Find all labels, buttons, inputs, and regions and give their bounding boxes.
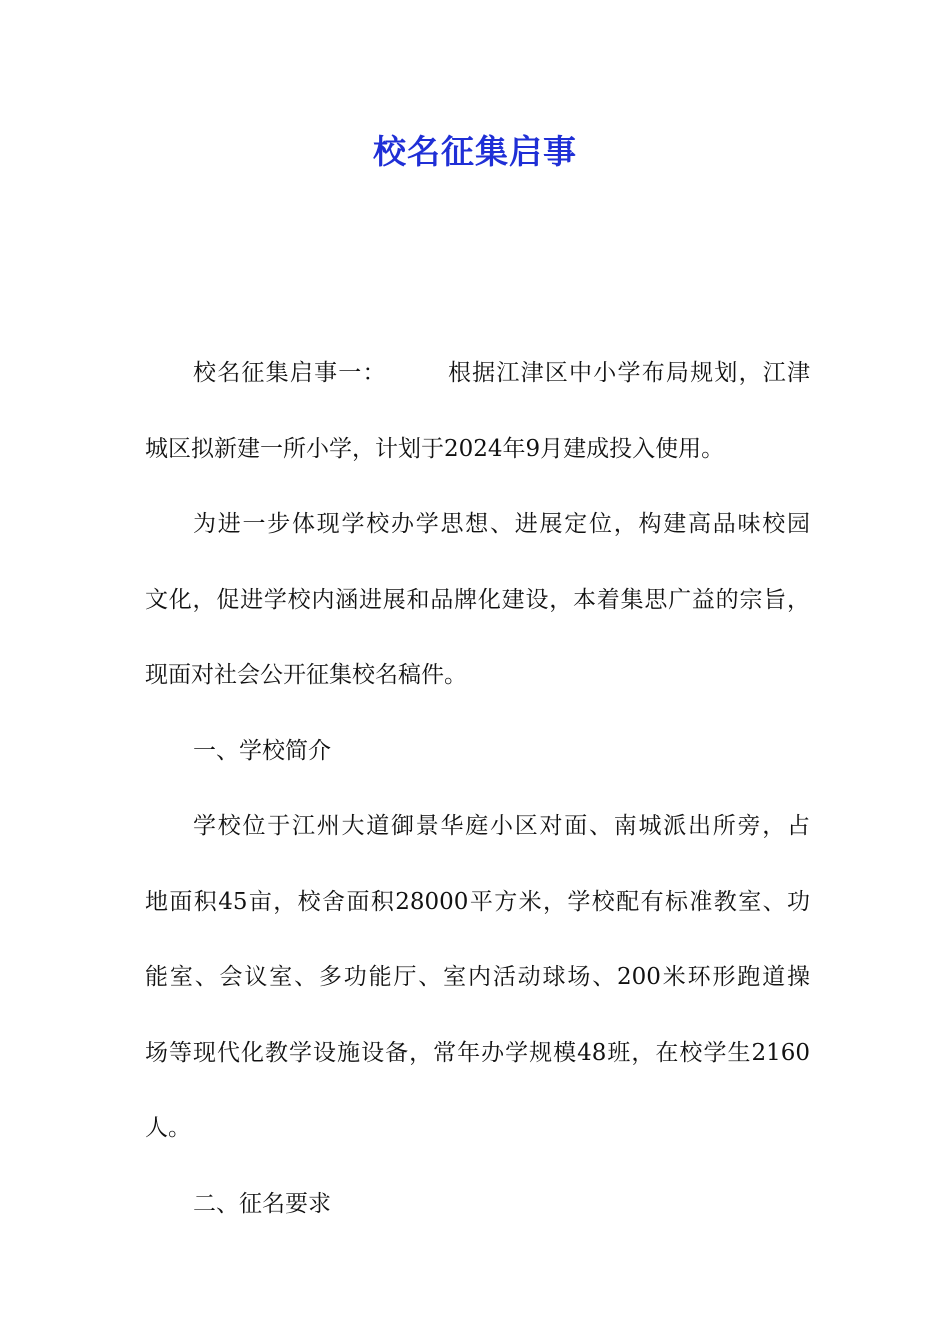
page-title: 校名征集启事: [373, 132, 577, 171]
section-heading-school-intro: 一、学校简介: [193, 737, 331, 764]
paragraph-line-9: 能室、会议室、多功能厅、室内活动球场、200米环形跑道操: [145, 964, 810, 990]
document-body: [145, 336, 810, 1242]
notice-heading-inline: 校名征集启事一：: [193, 360, 387, 386]
paragraph-line-11: 人。: [145, 1115, 191, 1141]
paragraph-line-2: 城区拟新建一所小学，计划于2024年9月建成投入使用。: [145, 435, 725, 462]
paragraph-line-3: 为进一步体现学校办学思想、进展定位，构建高品味校园: [193, 511, 810, 537]
paragraph-line-1: [145, 336, 810, 412]
paragraph-line-4: 文化，促进学校内涵进展和品牌化建设，本着集思广益的宗旨，: [145, 586, 810, 613]
section-heading-naming-requirements: 二、征名要求: [193, 1190, 331, 1217]
paragraph-line-10: 场等现代化教学设施设备，常年办学规模48班，在校学生2160: [145, 1039, 810, 1066]
intro-text: 根据江津区中小学布局规划，江津: [446, 360, 811, 386]
paragraph-line-7: 学校位于江州大道御景华庭小区对面、南城派出所旁，占: [193, 813, 810, 839]
paragraph-line-8: 地面积45亩，校舍面积28000平方米，学校配有标准教室、功: [145, 888, 810, 915]
paragraph-line-5: 现面对社会公开征集校名稿件。: [145, 662, 467, 688]
